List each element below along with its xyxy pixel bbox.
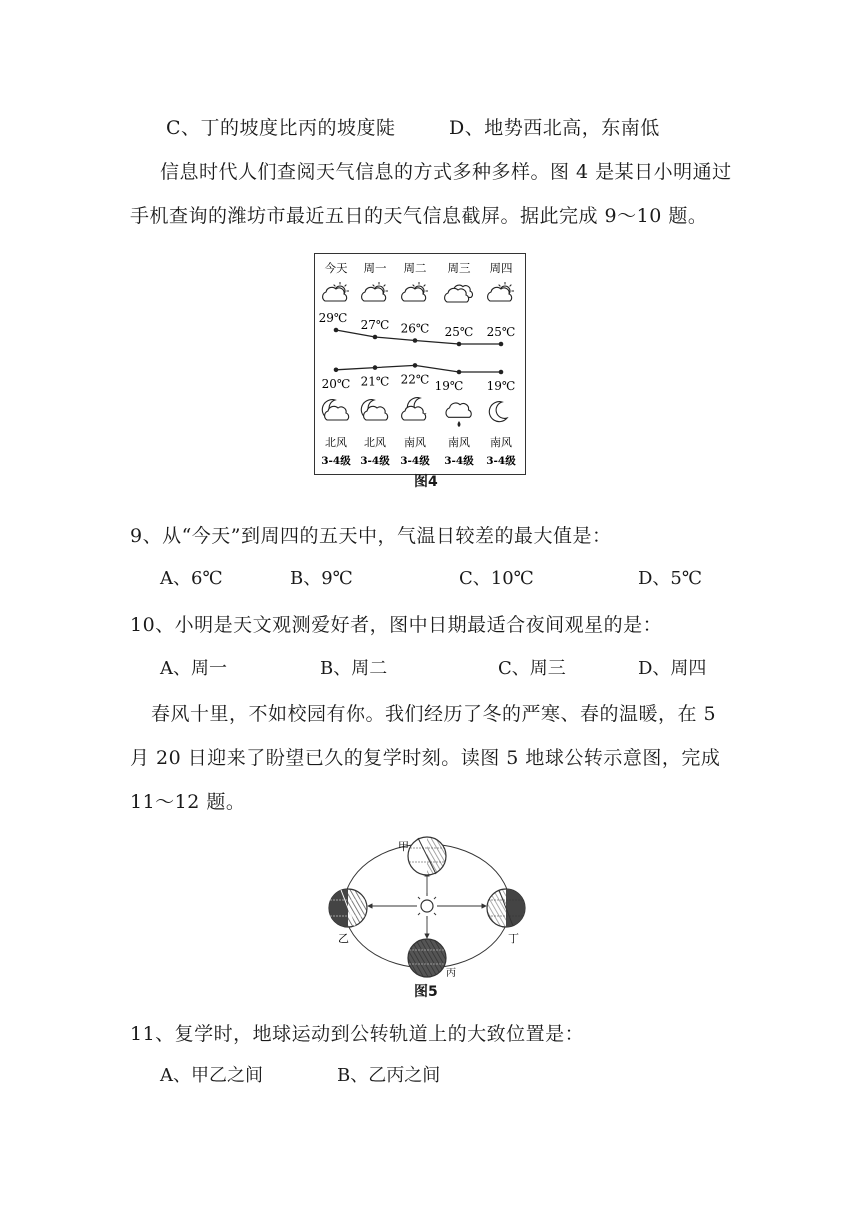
earth-position-bing xyxy=(408,939,446,977)
low-temp-point xyxy=(457,370,462,375)
cloudy-icon xyxy=(445,285,473,302)
high-temp-label: 25℃ xyxy=(444,325,474,339)
low-temp-point xyxy=(334,368,339,373)
q9-option-c: C、10℃ xyxy=(459,568,534,589)
q9-option-d: D、5℃ xyxy=(638,568,703,589)
question-9: 9、从“今天”到周四的五天中，气温日较差的最大值是： xyxy=(130,525,612,547)
high-temp-label: 25℃ xyxy=(486,325,516,339)
label-bing: 丙 xyxy=(446,968,456,979)
figure-5-caption: 图5 xyxy=(414,984,438,1000)
day-label: 周四 xyxy=(489,261,513,275)
question-11: 11、复学时，地球运动到公转轨道上的大致位置是： xyxy=(130,1023,585,1045)
high-temp-point xyxy=(373,335,378,340)
intro-paragraph-2-line-3: 11～12 题。 xyxy=(130,791,246,813)
high-temp-label: 29℃ xyxy=(318,311,348,325)
label-yi: 乙 xyxy=(338,932,349,945)
partly-cloudy-icon xyxy=(323,282,349,301)
low-temp-point xyxy=(499,370,504,375)
weather-chart xyxy=(315,254,527,476)
figure-4-caption: 图4 xyxy=(414,474,438,490)
question-10: 10、小明是天文观测爱好者，图中日期最适合夜间观星的是： xyxy=(130,614,663,636)
day-label: 周二 xyxy=(403,261,427,275)
wind-level: 3-4级 xyxy=(321,455,351,467)
q9-option-a: A、6℃ xyxy=(160,568,223,589)
high-temp-label: 27℃ xyxy=(360,318,390,332)
earth-position-ding xyxy=(487,889,525,927)
wind-direction: 北风 xyxy=(364,436,386,449)
high-temp-label: 26℃ xyxy=(400,321,430,336)
day-label: 今天 xyxy=(324,261,348,275)
cloudy-night-icon xyxy=(361,400,387,420)
high-temp-point xyxy=(334,328,339,333)
day-label: 周一 xyxy=(363,261,387,275)
partly-cloudy-icon xyxy=(402,282,428,301)
wind-level: 3-4级 xyxy=(400,455,430,467)
low-temp-label: 19℃ xyxy=(434,379,464,393)
intro-paragraph-2-line-1: 春风十里，不如校园有你。我们经历了冬的严寒、春的温暖，在 5 xyxy=(151,703,717,725)
label-ding: 丁 xyxy=(508,932,519,945)
high-temp-point xyxy=(413,338,418,343)
q11-option-a: A、甲乙之间 xyxy=(160,1065,263,1086)
cloudy-night-icon xyxy=(322,400,348,420)
q11-option-b: B、乙丙之间 xyxy=(337,1065,441,1086)
intro-paragraph-1-line-2: 手机查询的潍坊市最近五日的天气信息截屏。据此完成 9～10 题。 xyxy=(130,205,708,227)
sun-icon xyxy=(414,893,440,919)
option-d-previous: D、地势西北高，东南低 xyxy=(449,117,660,139)
intro-paragraph-1-line-1: 信息时代人们查阅天气信息的方式多种多样。图 4 是某日小明通过 xyxy=(160,161,732,183)
wind-level: 3-4级 xyxy=(360,455,390,467)
weather-figure xyxy=(314,253,526,475)
high-temp-point xyxy=(457,342,462,347)
q10-option-b: B、周二 xyxy=(320,658,388,679)
label-jia: 甲 xyxy=(398,840,409,853)
day-label: 周三 xyxy=(447,261,471,275)
low-temp-label: 22℃ xyxy=(400,372,430,387)
wind-level: 3-4级 xyxy=(444,455,474,467)
rain-cloud-icon xyxy=(446,403,471,427)
low-temp-line xyxy=(336,365,501,372)
q10-option-d: D、周四 xyxy=(638,658,707,679)
wind-direction: 北风 xyxy=(325,436,347,449)
earth-position-yi xyxy=(329,889,367,927)
wind-direction: 南风 xyxy=(404,436,426,449)
low-temp-label: 20℃ xyxy=(321,376,351,391)
wind-level: 3-4级 xyxy=(486,455,516,467)
low-temp-label: 19℃ xyxy=(486,379,516,393)
intro-paragraph-2-line-2: 月 20 日迎来了盼望已久的复学时刻。读图 5 地球公转示意图，完成 xyxy=(130,747,721,769)
low-temp-point xyxy=(413,363,418,368)
q10-option-c: C、周三 xyxy=(498,658,566,679)
wind-direction: 南风 xyxy=(490,436,512,449)
moon-icon xyxy=(489,402,507,422)
high-temp-point xyxy=(499,342,504,347)
option-c-previous: C、丁的坡度比丙的坡度陡 xyxy=(166,117,396,139)
partly-cloudy-icon xyxy=(488,282,514,301)
partly-cloudy-icon xyxy=(362,282,388,301)
low-temp-point xyxy=(373,365,378,370)
q10-option-a: A、周一 xyxy=(160,658,227,679)
orbit-figure xyxy=(322,834,532,980)
cloudy-moon-icon xyxy=(402,398,426,420)
q9-option-b: B、9℃ xyxy=(290,568,353,589)
earth-position-jia xyxy=(408,837,446,875)
low-temp-label: 21℃ xyxy=(360,374,390,389)
wind-direction: 南风 xyxy=(448,436,470,449)
